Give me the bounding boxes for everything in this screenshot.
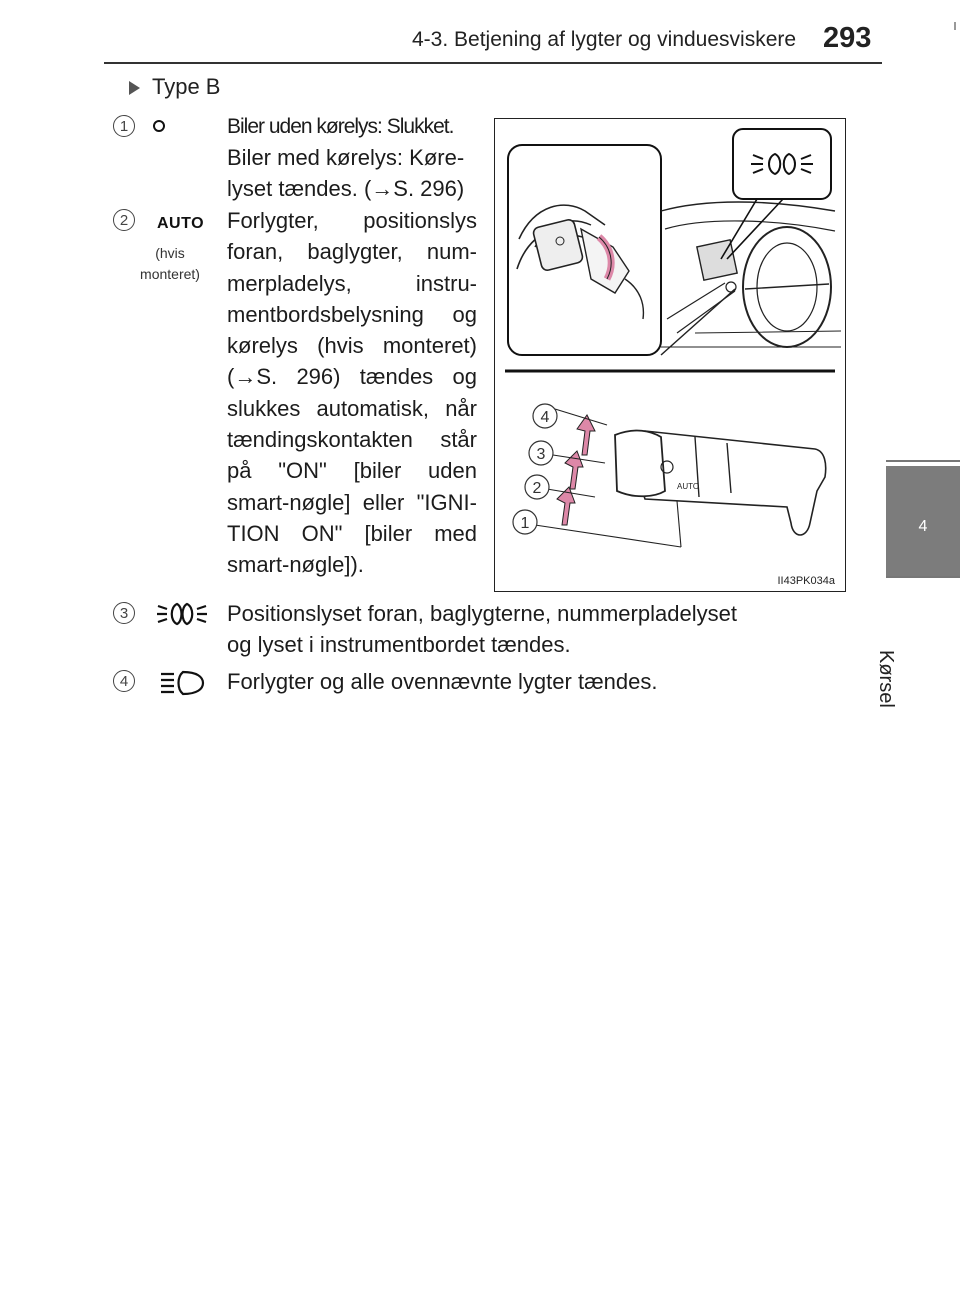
side-tab-divider-top <box>886 460 960 462</box>
auto-symbol: AUTO <box>157 215 205 232</box>
chapter-label-text: Kørsel <box>875 650 897 708</box>
switch-illustration <box>495 119 844 590</box>
chapter-number: 4 <box>918 518 928 535</box>
side-tab-divider-bottom <box>886 576 960 578</box>
item-number-2: 2 <box>113 209 135 231</box>
section-title: Type B <box>152 74 221 99</box>
position-light-icon <box>156 601 208 627</box>
chapter-label <box>875 580 921 708</box>
item-2-note-line-1: (hvis <box>155 245 185 261</box>
headlight-switch-figure <box>494 118 846 592</box>
headlight-icon <box>157 669 207 697</box>
page-number: 293 <box>823 22 872 54</box>
item-2-description: Forlygter, positionslys foran, baglygter, num- merpladelys, instru- mentbordsbelysning og kørelys (hvis monteret) (→S. 296) tændes og slukkes automatisk, når tændingskontakten står på "ON" [biler uden smart-nøgle] eller "IGNI- TION ON" [biler med smart-nøgle]). <box>227 208 477 578</box>
item-2-note-line-2: monteret) <box>140 266 200 282</box>
figure-code: II43PK034a <box>777 575 835 587</box>
crop-mark <box>954 22 956 30</box>
running-header-title: 4-3. Betjening af lygter og vinduesviskere <box>412 28 797 51</box>
header-rule <box>104 62 882 64</box>
item-number-4: 4 <box>113 670 135 692</box>
figure-callout-3: 3 <box>536 446 546 463</box>
off-circle-icon <box>151 118 167 134</box>
item-3-line-2: og lyset i instrumentbordet tændes. <box>227 632 571 657</box>
item-4-line-1: Forlygter og alle ovennævnte lygter tændes. <box>227 669 658 694</box>
triangle-bullet-icon <box>129 81 140 95</box>
item-1-line-2: Biler med kørelys: Køre- <box>227 145 465 170</box>
item-3-line-1: Positionslyset foran, baglygterne, nummerpladelyset <box>227 601 737 626</box>
chapter-tab <box>886 466 960 578</box>
item-number-3: 3 <box>113 602 135 624</box>
switch-auto-label: AUTO <box>677 482 700 491</box>
figure-callout-2: 2 <box>532 480 542 497</box>
figure-callout-1: 1 <box>520 515 530 532</box>
item-number-1: 1 <box>113 115 135 137</box>
item-1-line-1: Biler uden kørelys: Slukket. <box>227 115 454 138</box>
item-1-line-3: lyset tændes. (→S. 296) <box>227 176 465 201</box>
figure-callout-4: 4 <box>540 409 550 426</box>
